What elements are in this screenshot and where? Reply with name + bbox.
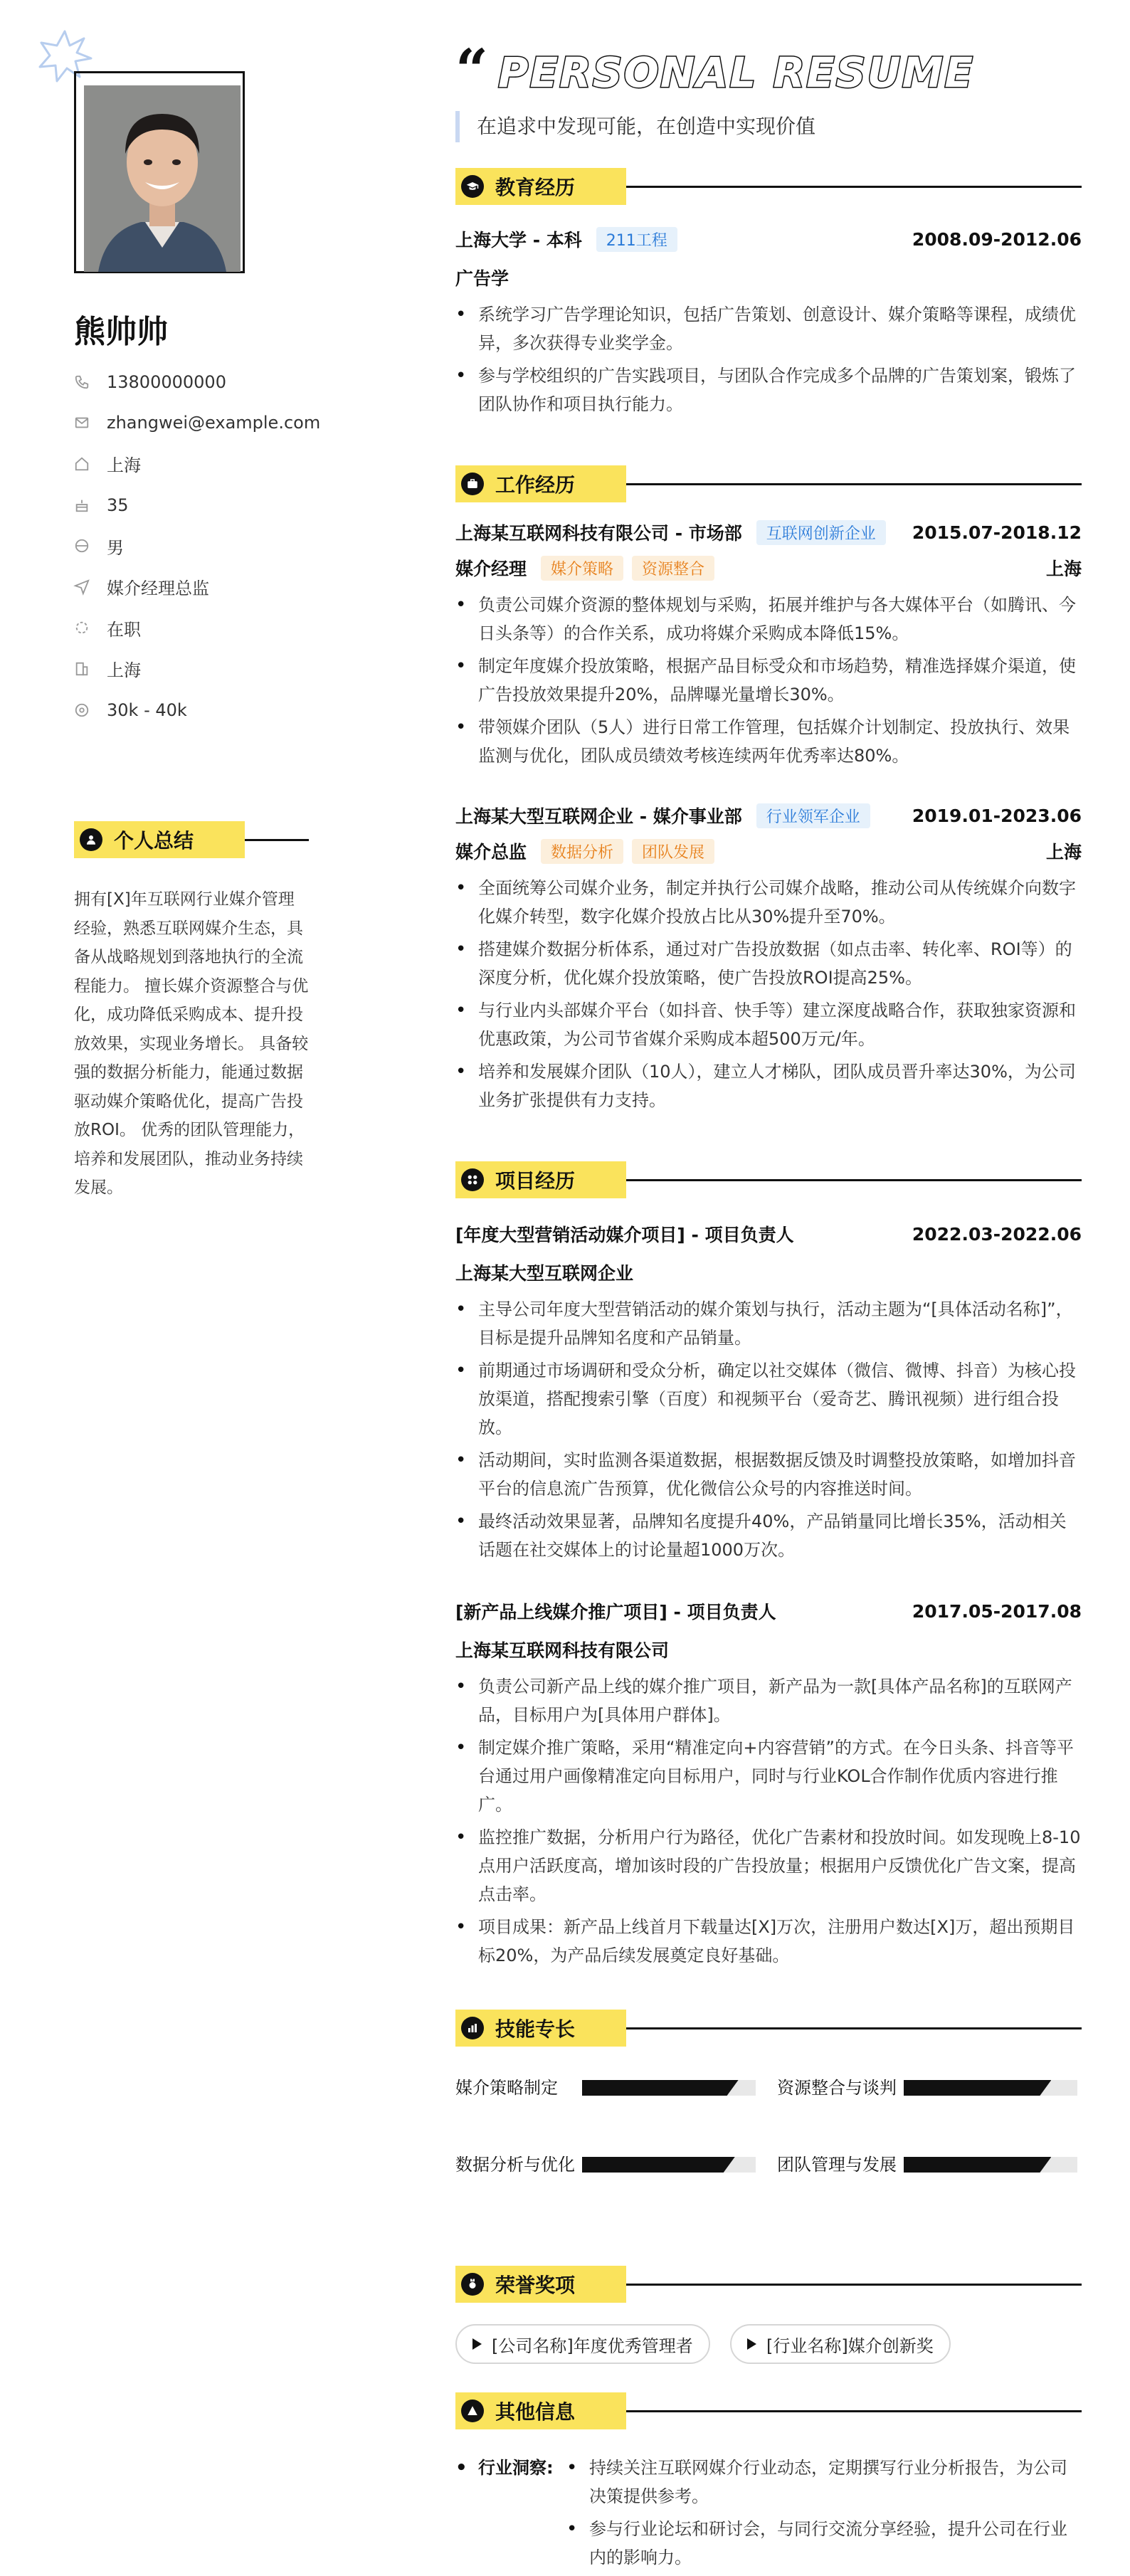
job-role: 媒介总监 [455, 842, 527, 862]
section-title: 项目经历 [495, 1169, 576, 1193]
skill-tag: 媒介策略 [541, 556, 623, 581]
slogan: 在追求中发现可能，在创造中实现价值 [455, 111, 815, 142]
info-item-age [74, 485, 320, 526]
section-title: 其他信息 [495, 2400, 576, 2424]
section-title: 教育经历 [495, 176, 576, 199]
project-org: 上海某互联网科技有限公司 [455, 1640, 670, 1661]
list-item: • 系统学习广告学理论知识，包括广告策划、创意设计、媒介策略等课程，成绩优异，多次获得专业奖学金。 [455, 300, 1082, 357]
job-location: 上海 [1045, 842, 1082, 862]
quote-mark-icon: “ [455, 36, 489, 103]
home-icon [74, 456, 90, 472]
bar-chart-icon [461, 2017, 484, 2039]
skill-item [455, 2150, 756, 2179]
user-icon [80, 828, 102, 851]
skill-bar [582, 2080, 756, 2096]
phone-icon [74, 374, 90, 390]
skill-tag: 资源整合 [632, 556, 714, 581]
info-value: 男 [107, 537, 124, 558]
info-value: 13800000000 [107, 371, 226, 392]
info-item-city [74, 443, 320, 485]
status-icon [74, 620, 90, 635]
info-item-status [74, 608, 320, 649]
skill-bar-fill [582, 2080, 739, 2096]
list-item: • 与行业内头部媒介平台（如抖音、快手等）建立深度战略合作，获取独家资源和优惠政策，为公司节省媒介采购成本超500万元/年。 [455, 996, 1082, 1053]
skill-tag: 数据分析 [541, 839, 623, 864]
info-icon [461, 2400, 484, 2422]
section-header-skills [455, 2010, 1082, 2047]
play-icon [747, 2338, 756, 2350]
info-item-position [74, 566, 320, 608]
graduation-cap-icon [461, 175, 484, 198]
other-info-block [455, 2454, 1082, 2576]
list-item: • 参与学校组织的广告实践项目，与团队合作完成多个品牌的广告策划案，锻炼了团队协作和项目执行能力。 [455, 361, 1082, 418]
mail-icon [74, 415, 90, 431]
skill-tag: 团队发展 [632, 839, 714, 864]
list-item: • 参与行业论坛和研讨会，与同行交流分享经验，提升公司在行业内的影响力。 [566, 2515, 1079, 2572]
play-icon [472, 2338, 482, 2350]
award-text: [公司名称]年度优秀管理者 [492, 2335, 693, 2356]
avatar [84, 85, 241, 272]
info-value: 在职 [107, 619, 141, 640]
list-item: • 全面统筹公司媒介业务，制定并执行公司媒介战略，推动公司从传统媒介向数字化媒介转型，数字化媒介投放占比从30%提升至70%。 [455, 874, 1082, 931]
info-item-work-city [74, 648, 320, 690]
section-title: 工作经历 [495, 473, 576, 497]
school-name: 上海大学 - 本科 [455, 230, 582, 250]
award-item [455, 2324, 710, 2364]
job-location: 上海 [1045, 559, 1082, 579]
list-item: • 培养和发展媒介团队（10人），建立人才梯队，团队成员晋升率达30%，为公司业务扩张提供有力支持。 [455, 1057, 1082, 1114]
left-column [0, 0, 398, 2540]
skill-name: 数据分析与优化 [455, 2155, 575, 2175]
medal-icon [461, 2273, 484, 2296]
project-name: [新产品上线媒介推广项目] - 项目负责人 [455, 1602, 776, 1622]
other-key: • 行业洞察: [455, 2454, 545, 2576]
company-name: 上海某互联网科技有限公司 - 市场部 [455, 523, 742, 544]
list-item: • 搭建媒介数据分析体系，通过对广告投放数据（如点击率、转化率、ROI等）的深度分析，优化媒介投放策略，使广告投放ROI提高25%。 [455, 935, 1082, 992]
award-text: [行业名称]媒介创新奖 [766, 2335, 934, 2356]
list-item: • 持续关注互联网媒介行业动态，定期撰写行业分析报告，为公司决策提供参考。 [566, 2454, 1079, 2511]
info-value: 30k - 40k [107, 700, 187, 720]
project-date: 2017.05-2017.08 [912, 1600, 1082, 1622]
project-org: 上海某大型互联网企业 [455, 1263, 634, 1284]
info-value: 上海 [107, 660, 141, 681]
section-header-work [455, 465, 1082, 502]
resume-title: PERSONAL RESUME [498, 48, 974, 97]
education-block [455, 226, 1082, 423]
info-value: 媒介经理总监 [107, 579, 209, 599]
profile-name: 熊帅帅 [74, 314, 168, 350]
company-name: 上海某大型互联网企业 - 媒介事业部 [455, 806, 742, 827]
skill-item [777, 2150, 1077, 2179]
section-title: 荣誉奖项 [495, 2274, 576, 2297]
info-item-phone [74, 361, 320, 403]
award-item [730, 2324, 951, 2364]
list-item: • 活动期间，实时监测各渠道数据，根据数据反馈及时调整投放策略，如增加抖音平台的信息流广告预算，优化微信公众号的内容推送时间。 [455, 1446, 1082, 1503]
job-date: 2019.01-2023.06 [912, 805, 1082, 826]
contact-info-list [74, 361, 320, 730]
list-item: • 项目成果：新产品上线首月下载量达[X]万次，注册用户数达[X]万，超出预期目标20%，为产品后续发展奠定良好基础。 [455, 1913, 1082, 1970]
skill-name: 媒介策略制定 [455, 2078, 558, 2098]
skill-name: 团队管理与发展 [777, 2155, 897, 2175]
avatar-portrait-icon [84, 85, 241, 272]
coin-icon [74, 702, 90, 718]
section-header-education [455, 168, 1082, 205]
list-item: • 前期通过市场调研和受众分析，确定以社交媒体（微信、微博、抖音）为核心投放渠道，搭配搜索引擎（百度）和视频平台（爱奇艺、腾讯视频）进行组合投放。 [455, 1356, 1082, 1442]
cake-icon [74, 497, 90, 513]
school-tag: 211工程 [596, 227, 677, 252]
skill-bar-fill [582, 2157, 735, 2173]
grid-icon [461, 1168, 484, 1191]
skill-bar-fill [904, 2157, 1051, 2173]
info-item-salary [74, 690, 320, 731]
job-block-1 [455, 519, 1082, 774]
skill-bar [582, 2157, 756, 2173]
project-block-1 [455, 1221, 1082, 1568]
section-title: 个人总结 [114, 829, 194, 852]
skill-bar [904, 2080, 1077, 2096]
job-date: 2015.07-2018.12 [912, 522, 1082, 543]
send-icon [74, 579, 90, 595]
skill-bar [904, 2157, 1077, 2173]
summary-text: 拥有[X]年互联网行业媒介管理经验，熟悉互联网媒介生态，具备从战略规划到落地执行的全流程能力。 擅长媒介资源整合与优化，成功降低采购成本、提升投放效果，实现业务增长。 具备较强的数据分析能力，能通过数据驱动媒介策略优化，提高广告投放ROI。 优秀的团队管理能力，培养和发展团队，推动业务持续发展。 [74, 890, 309, 1197]
list-item: • 负责公司媒介资源的整体规划与采购，拓展并维护与各大媒体平台（如腾讯、今日头条等）的合作关系，成功将媒介采购成本降低15%。 [455, 591, 1082, 648]
skill-item [455, 2074, 756, 2102]
company-tag: 行业领军企业 [756, 803, 870, 828]
info-value: 上海 [107, 455, 141, 476]
info-item-gender [74, 525, 320, 566]
job-role: 媒介经理 [455, 559, 527, 579]
company-tag: 互联网创新企业 [756, 520, 886, 545]
gender-icon [74, 538, 90, 554]
job-block-2 [455, 803, 1082, 1119]
list-item: • 最终活动效果显著，品牌知名度提升40%，产品销量同比增长35%，活动相关话题在社交媒体上的讨论量超1000万次。 [455, 1507, 1082, 1564]
list-item: • 制定媒介推广策略，采用“精准定向+内容营销”的方式。在今日头条、抖音等平台通过用户画像精准定向目标用户，同时与行业KOL合作制作优质内容进行推广。 [455, 1733, 1082, 1819]
list-item: • 制定年度媒介投放策略，根据产品目标受众和市场趋势，精准选择媒介渠道，使广告投放效果提升20%，品牌曝光量增长30%。 [455, 652, 1082, 709]
list-item: • 带领媒介团队（5人）进行日常工作管理，包括媒介计划制定、投放执行、效果监测与优化，团队成员绩效考核连续两年优秀率达80%。 [455, 713, 1082, 770]
major: 广告学 [455, 268, 509, 289]
list-item: • 主导公司年度大型营销活动的媒介策划与执行，活动主题为“[具体活动名称]”，目标是提升品牌知名度和产品销量。 [455, 1295, 1082, 1352]
info-value: 35 [107, 495, 129, 515]
project-block-2 [455, 1598, 1082, 1974]
briefcase-icon [461, 473, 484, 495]
list-item: • 负责公司新产品上线的媒介推广项目，新产品为一款[具体产品名称]的互联网产品，目标用户为[具体用户群体]。 [455, 1672, 1082, 1729]
skill-bar-fill [904, 2080, 1051, 2096]
info-item-email [74, 403, 320, 444]
project-name: [年度大型营销活动媒介项目] - 项目负责人 [455, 1225, 794, 1245]
section-header-summary [74, 821, 309, 858]
section-header-other [455, 2392, 1082, 2429]
section-header-awards [455, 2266, 1082, 2303]
skill-item [777, 2074, 1077, 2102]
building-icon [74, 661, 90, 677]
info-value: zhangwei@example.com [107, 413, 321, 433]
section-header-projects [455, 1161, 1082, 1198]
list-item: • 监控推广数据，分析用户行为路径，优化广告素材和投放时间。如发现晚上8-10点用户活跃度高，增加该时段的广告投放量；根据用户反馈优化广告文案，提高点击率。 [455, 1823, 1082, 1909]
education-date: 2008.09-2012.06 [912, 228, 1082, 250]
section-title: 技能专长 [495, 2017, 576, 2041]
skill-name: 资源整合与谈判 [777, 2078, 897, 2098]
project-date: 2022.03-2022.06 [912, 1223, 1082, 1245]
